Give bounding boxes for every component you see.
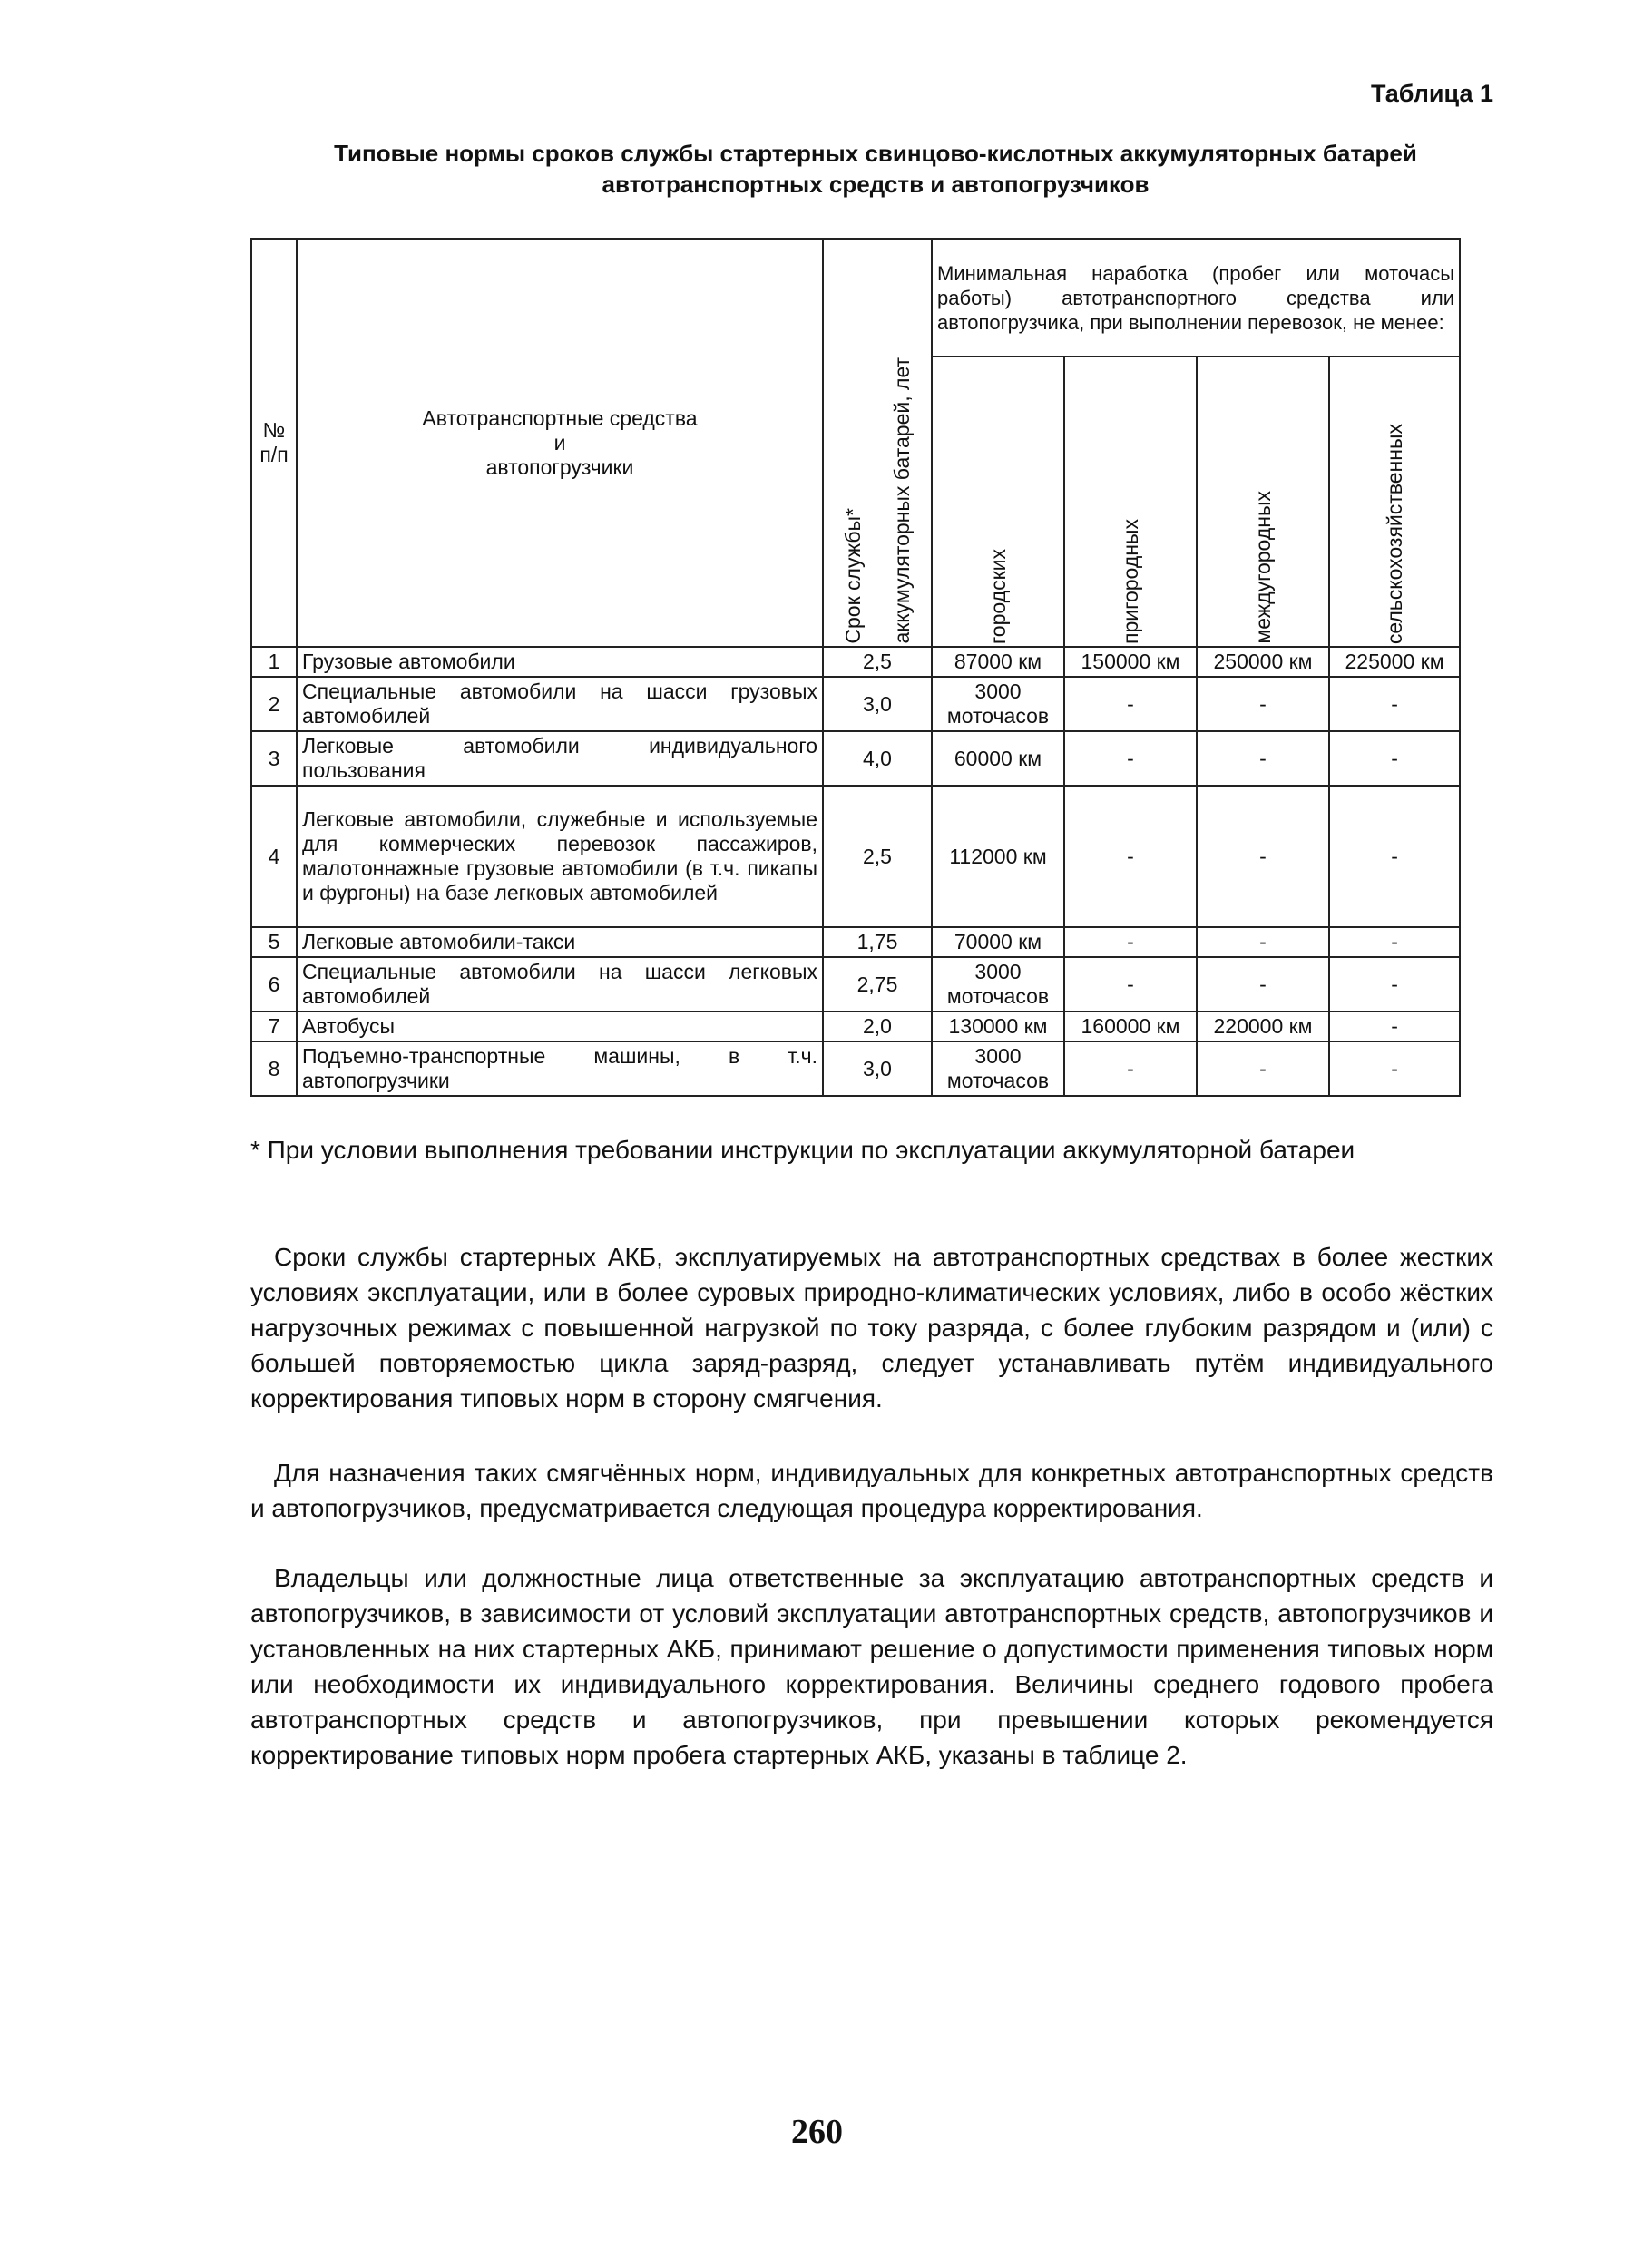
- row-vehicle: Автобусы: [297, 1012, 823, 1041]
- header-vehicles: [297, 239, 823, 647]
- row-life: 3,0: [823, 1041, 932, 1096]
- row-intercity: -: [1197, 786, 1329, 927]
- row-vehicle: Легковые автомобили-такси: [297, 927, 823, 957]
- table-row: [251, 786, 1460, 927]
- header-life-line-2: аккумуляторных батарей, лет: [890, 357, 914, 644]
- row-life: 2,5: [823, 786, 932, 927]
- row-num: 1: [251, 647, 297, 677]
- table-row: [251, 957, 1460, 1012]
- row-intercity: -: [1197, 957, 1329, 1012]
- title-line-1: Типовые нормы сроков службы стартерных свинцово-кислотных аккумуляторных батарей: [334, 140, 1417, 167]
- row-vehicle: Подъемно-транспортные машины, в т.ч. автопогрузчики: [297, 1041, 823, 1096]
- row-suburban: -: [1064, 1041, 1197, 1096]
- row-suburban: -: [1064, 957, 1197, 1012]
- row-life: 2,75: [823, 957, 932, 1012]
- row-intercity: -: [1197, 927, 1329, 957]
- row-city: 3000 моточасов: [932, 677, 1064, 731]
- row-agri: -: [1329, 957, 1460, 1012]
- row-num: 7: [251, 1012, 297, 1041]
- row-num: 8: [251, 1041, 297, 1096]
- row-vehicle: Специальные автомобили на шасси грузовых автомобилей: [297, 677, 823, 731]
- header-num: № п/п: [251, 239, 297, 647]
- row-city: 70000 км: [932, 927, 1064, 957]
- table-row: [251, 731, 1460, 786]
- row-vehicle: Грузовые автомобили: [297, 647, 823, 677]
- row-life: 2,5: [823, 647, 932, 677]
- row-intercity: 220000 км: [1197, 1012, 1329, 1041]
- row-agri: -: [1329, 786, 1460, 927]
- row-agri: -: [1329, 927, 1460, 957]
- table-label: Таблица 1: [1370, 80, 1493, 107]
- header-vehicles-line-3: автопогрузчики: [485, 455, 634, 479]
- footnote: * При условии выполнения требовании инструкции по эксплуатации аккумуляторной батареи: [250, 1136, 1355, 1164]
- row-vehicle: Легковые автомобили, служебные и используемые для коммерческих перевозок пассажиров, малотоннажные грузовые автомобили (в т.ч. пикапы и фургоны) на базе легковых автомобилей: [297, 786, 823, 927]
- header-life-line-1: Срок службы*: [841, 508, 865, 644]
- row-agri: 225000 км: [1329, 647, 1460, 677]
- row-num: 2: [251, 677, 297, 731]
- row-intercity: 250000 км: [1197, 647, 1329, 677]
- row-agri: -: [1329, 1041, 1460, 1096]
- row-city: 112000 км: [932, 786, 1064, 927]
- table-row: [251, 1041, 1460, 1096]
- row-suburban: -: [1064, 927, 1197, 957]
- row-agri: -: [1329, 731, 1460, 786]
- row-vehicle: Легковые автомобили индивидуального пользования: [297, 731, 823, 786]
- header-vehicles-line-2: и: [553, 430, 566, 455]
- row-num: 6: [251, 957, 297, 1012]
- row-life: 2,0: [823, 1012, 932, 1041]
- row-intercity: -: [1197, 731, 1329, 786]
- row-num: 5: [251, 927, 297, 957]
- row-suburban: 150000 км: [1064, 647, 1197, 677]
- header-suburban-label: пригородных: [1119, 519, 1142, 644]
- header-intercity-label: междугородных: [1251, 491, 1275, 644]
- row-city: 60000 км: [932, 731, 1064, 786]
- row-agri: -: [1329, 677, 1460, 731]
- row-vehicle: Специальные автомобили на шасси легковых автомобилей: [297, 957, 823, 1012]
- row-suburban: 160000 км: [1064, 1012, 1197, 1041]
- row-life: 4,0: [823, 731, 932, 786]
- header-vehicles-line-1: Автотранспортные средства: [422, 406, 698, 430]
- row-life: 1,75: [823, 927, 932, 957]
- row-suburban: -: [1064, 677, 1197, 731]
- row-intercity: -: [1197, 1041, 1329, 1096]
- row-city: 3000 моточасов: [932, 957, 1064, 1012]
- row-intercity: -: [1197, 677, 1329, 731]
- header-intercity: [1197, 357, 1329, 647]
- paragraph-2: Для назначения таких смягчённых норм, индивидуальных для конкретных автотранспортных средств и автопогрузчиков, предусматривается следующая процедура корректирования.: [250, 1459, 1493, 1522]
- row-num: 4: [251, 786, 297, 927]
- header-agri: [1329, 357, 1460, 647]
- page-number: 260: [791, 2113, 843, 2151]
- table-row: [251, 647, 1460, 677]
- table-row: [251, 677, 1460, 731]
- header-city-label: городских: [986, 548, 1010, 644]
- row-city: 3000 моточасов: [932, 1041, 1064, 1096]
- header-city: [932, 357, 1064, 647]
- row-city: 130000 км: [932, 1012, 1064, 1041]
- header-agri-label: сельскохозяйственных: [1383, 423, 1407, 644]
- paragraph-3: Владельцы или должностные лица ответственные за эксплуатацию автотранспортных средств и автопогрузчиков, в зависимости от условий эксплуатации автотранспортных средств, автопогрузчиков и установленных на них стартерных АКБ, принимают решение о допустимости применения типовых норм или необходимости их индивидуального корректирования. Величины среднего годового пробега автотранспортных средств и автопогрузчиков, при превышении которых рекомендуется корректирование типовых норм пробега стартерных АКБ, указаны в таблице 2.: [250, 1564, 1493, 1769]
- row-city: 87000 км: [932, 647, 1064, 677]
- row-num: 3: [251, 731, 297, 786]
- battery-life-table: [250, 238, 1461, 1097]
- row-life: 3,0: [823, 677, 932, 731]
- row-agri: -: [1329, 1012, 1460, 1041]
- row-suburban: -: [1064, 786, 1197, 927]
- table-row: [251, 1012, 1460, 1041]
- paragraph-1: Сроки службы стартерных АКБ, эксплуатируемых на автотранспортных средствах в более жестких условиях эксплуатации, или в более суровых природно-климатических условиях, либо в особо жёстких нагрузочных режимах с повышенной нагрузкой по току разряда, с более глубоким разрядом и (или) с большей повторяемостью цикла заряд-разряд, следует устанавливать путём индивидуального корректирования типовых норм в сторону смягчения.: [250, 1243, 1493, 1413]
- header-service-life: [823, 239, 932, 647]
- table-row: [251, 927, 1460, 957]
- title-line-2: автотранспортных средств и автопогрузчиков: [602, 171, 1150, 198]
- header-suburban: [1064, 357, 1197, 647]
- row-suburban: -: [1064, 731, 1197, 786]
- header-min-run: Минимальная наработка (пробег или моточасы работы) автотранспортного средства или автопогрузчика, при выполнении перевозок, не менее:: [932, 239, 1460, 357]
- table-title: [245, 138, 1506, 200]
